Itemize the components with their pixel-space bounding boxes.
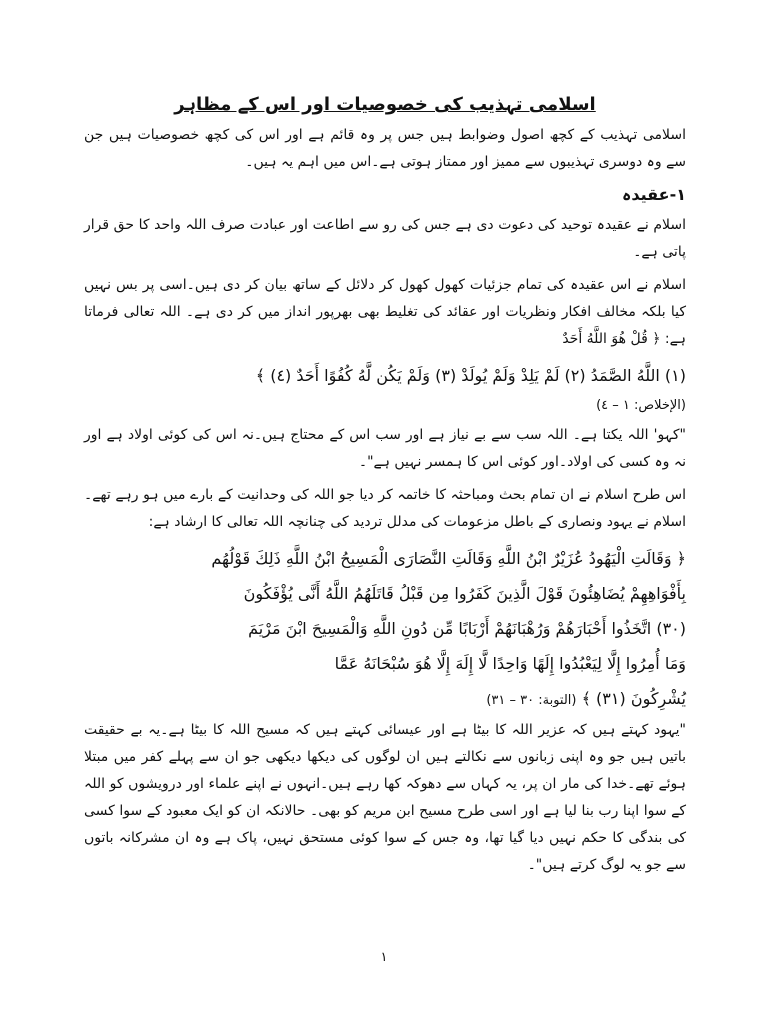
quran-verse-tawba xyxy=(84,542,686,717)
page-number: ١ xyxy=(380,950,388,965)
section-heading-aqeeda: ۱-عقیدہ xyxy=(622,185,686,204)
verse-reference-tawba: (التوبة: ٣٠ – ٣١) xyxy=(486,693,577,708)
page-title: اسلامی تہذیب کی خصوصیات اور اس کے مظاہر xyxy=(174,94,596,115)
quran-verse-line: ﴿ وَقَالَتِ الْيَهُودُ عُزَيْرٌ ابْنُ اللَّهِ وَقَالَتِ النَّصَارَى الْمَسِيحُ ابْنُ اللَّهِ ذَلِكَ قَوْلُهُم xyxy=(211,549,686,568)
paragraph-refutation: اس طرح اسلام نے ان تمام بحث ومباحثہ کا خاتمہ کر دیا جو اللہ کی وحدانیت کے بارے میں ہو رہے تھے۔ اسلام نے یہود ونصاری کے باطل مزعومات کی مدلل تردید کی چنانچہ اللہ تعالی کا ارشاد ہے: xyxy=(84,487,686,530)
quran-verse-line: وَمَا أُمِرُوا إِلَّا لِيَعْبُدُوا إِلَهًا وَاحِدًا لَّا إِلَهَ إِلَّا هُوَ سُبْحَانَهُ عَمَّا xyxy=(334,654,686,673)
verse-reference-ikhlas: (الإخلاص: ١ – ٤) xyxy=(596,398,686,413)
intro-paragraph: اسلامی تہذیب کے کچھ اصول وضوابط ہیں جس پر وہ قائم ہے اور اس کی کچھ خصوصیات ہیں جن سے وہ دوسری تہذیبوں سے ممیز اور ممتاز ہوتی ہے۔اس میں اہم یہ ہیں۔ xyxy=(84,127,686,170)
quran-verse-line: يُشْرِكُونَ (٣١) ﴾ xyxy=(581,689,686,708)
paragraph-tawheed: اسلام نے عقیدہ توحید کی دعوت دی ہے جس کی رو سے اطاعت اور عبادت صرف اللہ واحد کا حق قرار پاتی ہے۔ xyxy=(84,217,686,260)
paragraph-details: اسلام نے اس عقیدہ کی تمام جزئیات کھول کھول کر دلائل کے ساتھ بیان کر دی ہیں۔اسی پر بس نہیں کیا بلکہ مخالف افکار ونظریات اور عقائد کی تغلیط بھی بھرپور انداز میں کر دی ہے۔ اللہ تعالی فرماتا ہے: ﴿ قُلْ هُوَ اللَّهُ أَحَدٌ xyxy=(84,277,686,347)
quran-verse-line: (٣٠) اتَّخَذُوا أَحْبَارَهُمْ وَرُهْبَانَهُمْ أَرْبَابًا مِّن دُونِ اللَّهِ وَالْمَسِيحَ ابْنَ مَرْيَمَ xyxy=(248,619,686,638)
quran-verse-ikhlas: (١) اللَّهُ الصَّمَدُ (٢) لَمْ يَلِدْ وَلَمْ يُولَدْ (٣) وَلَمْ يَكُن لَّهُ كُفُوًا أَحَدٌ (٤) ﴾ xyxy=(255,366,686,385)
document-page xyxy=(84,92,686,885)
translation-tawba: "یہود کہتے ہیں کہ عزیر اللہ کا بیٹا ہے اور عیسائی کہتے ہیں کہ مسیح اللہ کا بیٹا ہے۔یہ بے حقیقت باتیں ہیں جو وہ اپنی زبانوں سے نکالتے ہیں ان لوگوں کی دیکھا دیکھی جو ان سے پہلے کفر میں مبتلا ہوئے تھے۔خدا کی مار ان پر، یہ کہاں سے دھوکہ کھا رہے ہیں۔انہوں نے اپنے علماء اور درویشوں کو اللہ کے سوا اپنا رب بنا لیا ہے اور اسی طرح مسیح ابن مریم کو بھی۔ حالانکہ ان کو ایک معبود کے سوا کسی کی بندگی کا حکم نہیں دیا گیا تھا، وہ جس کے سوا کوئی مستحق نہیں، پاک ہے وہ ان مشرکانہ باتوں سے جو یہ لوگ کرتے ہیں"۔ xyxy=(84,722,686,873)
quran-verse-line: بِأَفْوَاهِهِمْ يُضَاهِئُونَ قَوْلَ الَّذِينَ كَفَرُوا مِن قَبْلُ قَاتَلَهُمُ اللَّهُ أَنَّى يُؤْفَكُونَ xyxy=(243,584,686,603)
translation-ikhlas: "کہو' اللہ یکتا ہے۔ اللہ سب سے بے نیاز ہے اور سب اس کے محتاج ہیں۔نہ اس کی کوئی اولاد ہے اور نہ وہ کسی کی اولاد۔اور کوئی اس کا ہمسر نہیں ہے"۔ xyxy=(84,427,686,470)
